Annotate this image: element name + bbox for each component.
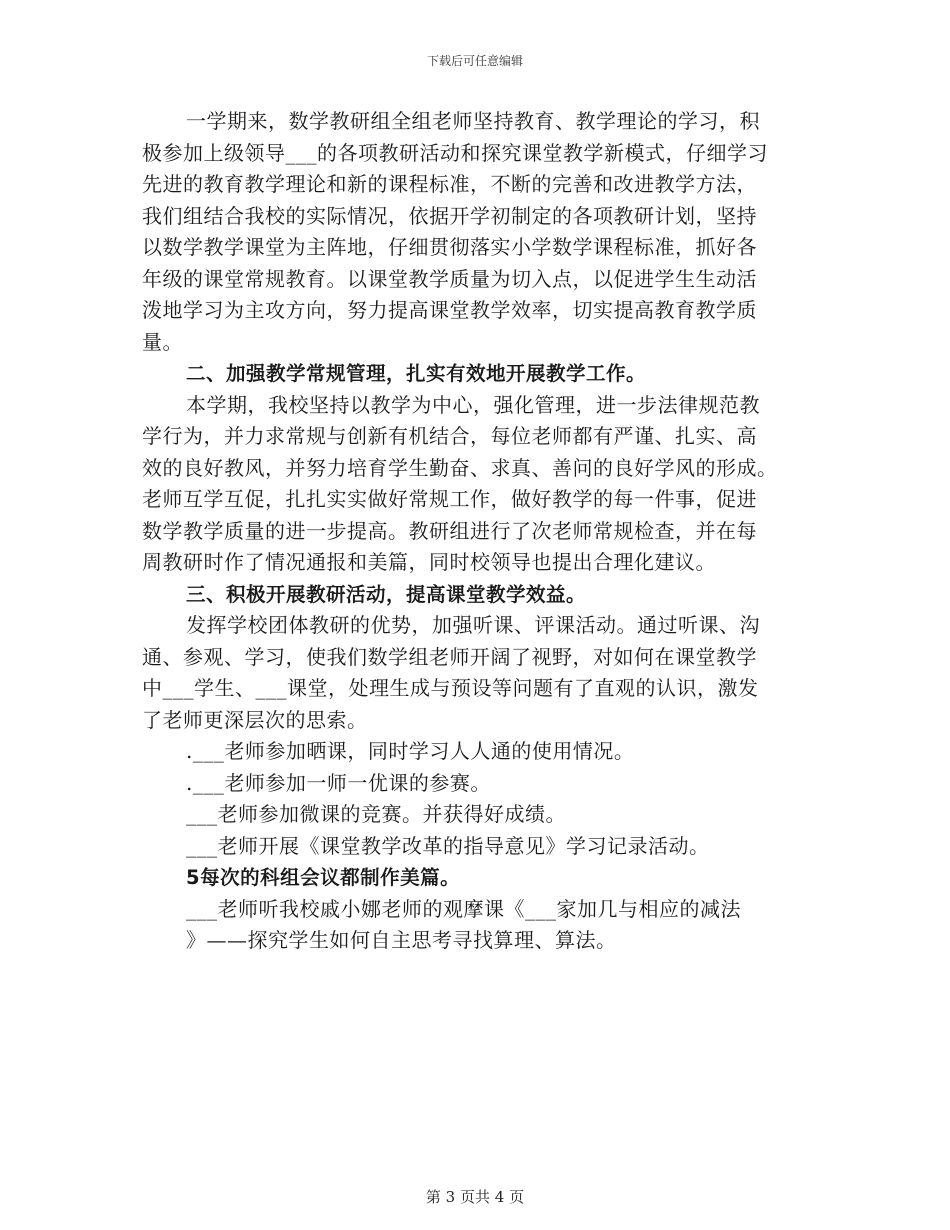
text-line: 周教研时作了情况通报和美篇，同时校领导也提出合理化建议。 (142, 550, 716, 574)
text-line: 数学教学质量的进一步提高。教研组进行了次老师常规检查，并在每 (142, 518, 757, 543)
text-line: 本学期，我校坚持以教学为中心，强化管理，进一步法律规范教 (186, 392, 760, 417)
text-line: 极参加上级领导___的各项教研活动和探究课堂教学新模式，仔细学习 (142, 140, 768, 165)
text-line: 老师互学互促，扎扎实实做好常规工作，做好教学的每一件事，促进 (142, 487, 757, 511)
text-line: 先进的教育教学理论和新的课程标准，不断的完善和改进教学方法， (142, 172, 757, 196)
text-line: 一学期来，数学教研组全组老师坚持教育、教学理论的学习，积 (186, 109, 760, 133)
text-line: 以数学教学课堂为主阵地，仔细贯彻落实小学数学课程标准，抓好各 (142, 235, 757, 259)
text-line: .___老师参加一师一优课的参赛。 (186, 770, 491, 795)
text-line: ___老师开展《课堂教学改革的指导意见》学习记录活动。 (186, 833, 710, 858)
document-body (142, 106, 822, 957)
text-line: 》——探究学生如何自主思考寻找算理、算法。 (186, 928, 617, 952)
text-line: 量。 (142, 329, 183, 354)
text-line: 泼地学习为主攻方向，努力提高课堂教学效率，切实提高教育教学质 (142, 298, 757, 322)
text-line: 中___学生、___课堂，处理生成与预设等问题有了直观的认识，激发 (142, 676, 759, 700)
section-heading: 三、积极开展教研活动，提高课堂教学效益。 (186, 582, 587, 606)
text-line: 效的良好教风，并努力培育学生勤奋、求真、善问的良好学风的形成。 (142, 455, 778, 480)
page-header: 下载后可任意编辑 (426, 54, 523, 68)
text-line: ___老师参加微课的竞赛。并获得好成绩。 (186, 802, 566, 826)
section-heading: 5每次的科组会议都制作美篇。 (186, 866, 461, 889)
section-heading: 二、加强教学常规管理，扎实有效地开展教学工作。 (186, 362, 647, 385)
text-line: 发挥学校团体教研的优势，加强听课、评课活动。通过听课、沟 (186, 613, 760, 637)
text-line: 年级的课堂常规教育。以课堂教学质量为切入点，以促进学生生动活 (142, 266, 757, 291)
text-line: .___老师参加晒课，同时学习人人通的使用情况。 (186, 739, 635, 763)
text-line: 了老师更深层次的思索。 (142, 707, 368, 732)
text-line: 通、参观、学习，使我们数学组老师开阔了视野，对如何在课堂教学 (142, 644, 757, 669)
page-footer: 第 3 页共 4 页 (425, 1188, 525, 1206)
text-line: 学行为，并力求常规与创新有机结合，每位老师都有严谨、扎实、高 (142, 424, 757, 448)
text-line: 我们组结合我校的实际情况，依据开学初制定的各项教研计划，坚持 (142, 203, 757, 228)
text-line: ___老师听我校戚小娜老师的观摩课《___家加几与相应的减法 (186, 896, 741, 921)
